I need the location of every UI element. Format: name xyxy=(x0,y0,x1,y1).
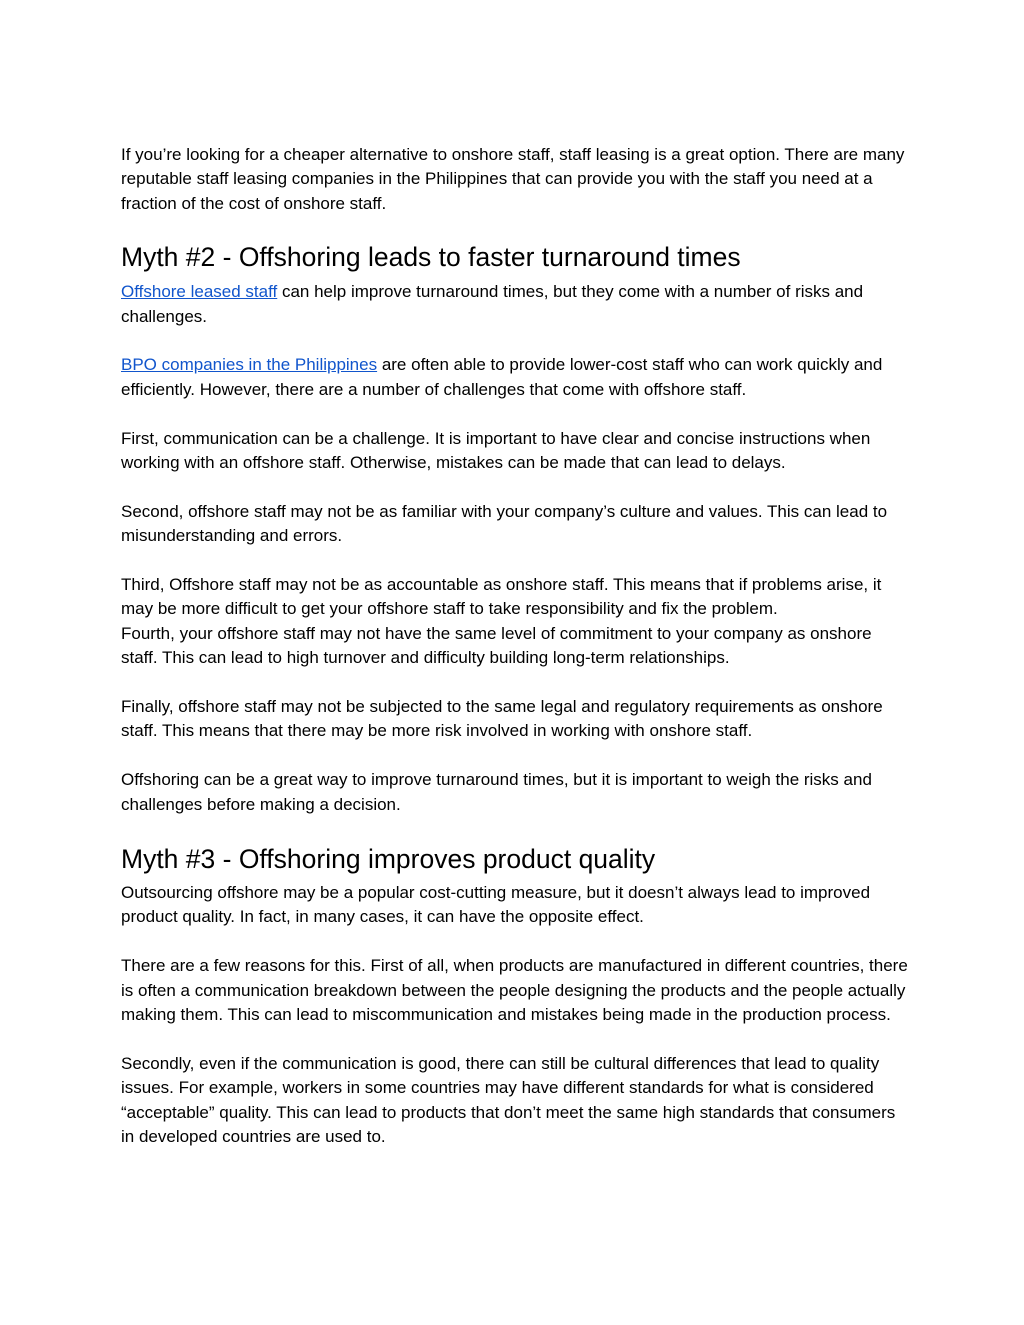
myth2-paragraph-4: Second, offshore staff may not be as familiar with your company’s culture and values. This can lead to misunderstanding and errors. xyxy=(121,501,888,546)
myth2-paragraph-7: Finally, offshore staff may not be subjected to the same legal and regulatory requirements as onshore staff. This means that there may be more risk involved in working with onshore staff. xyxy=(121,697,883,741)
myth2-paragraph-3: First, communication can be a challenge. It is important to have clear and concise instructions when working with an offshore staff. Otherwise, mistakes can be made that can lead to delays. xyxy=(121,428,871,473)
document-page xyxy=(121,143,911,1150)
myth2-paragraph-1-text: can help improve turnaround times, but they come with a number of risks and challenges. xyxy=(121,282,864,326)
myth2-paragraph-1 xyxy=(121,280,911,329)
offshore-leased-staff-link[interactable]: Offshore leased staff xyxy=(121,282,278,302)
myth3-paragraph-3: Secondly, even if the communication is good, there can still be cultural differences that lead to quality issues. For example, workers in some countries may have different standards for what is considered “acceptable” quality. This can lead to products that don’t meet the same high standards that consumers in developed countries are used to. xyxy=(121,1053,896,1147)
myth3-paragraph-1: Outsourcing offshore may be a popular cost-cutting measure, but it doesn’t always lead to improved product quality. In fact, in many cases, it can have the opposite effect. xyxy=(121,883,871,927)
myth2-paragraph-6: Fourth, your offshore staff may not have the same level of commitment to your company as onshore staff. This can lead to high turnover and difficulty building long-term relationships. xyxy=(121,623,872,668)
myth2-paragraph-5: Third, Offshore staff may not be as accountable as onshore staff. This means that if problems arise, it may be more difficult to get your offshore staff to take responsibility and fix the problem. xyxy=(121,575,882,619)
myth2-paragraph-2 xyxy=(121,353,911,402)
myth2-paragraph-8: Offshoring can be a great way to improve turnaround times, but it is important to weigh the risks and challenges before making a decision. xyxy=(121,770,872,814)
bpo-companies-philippines-link[interactable]: BPO companies in the Philippines xyxy=(121,355,378,375)
myth3-heading: Myth #3 - Offshoring improves product quality xyxy=(121,844,656,875)
intro-paragraph: If you’re looking for a cheaper alternative to onshore staff, staff leasing is a great option. There are many reputable staff leasing companies in the Philippines that can provide you with the staff you need at a fraction of the cost of onshore staff. xyxy=(121,145,905,213)
myth2-paragraph-2-text: are often able to provide lower-cost staff who can work quickly and efficiently. However, there are a number of challenges that come with offshore staff. xyxy=(121,355,883,399)
myth3-paragraph-2: There are a few reasons for this. First of all, when products are manufactured in different countries, there is often a communication breakdown between the people designing the products and the people actually making them. This can lead to miscommunication and mistakes being made in the production process. xyxy=(121,956,908,1025)
myth2-heading: Myth #2 - Offshoring leads to faster turnaround times xyxy=(121,242,741,273)
